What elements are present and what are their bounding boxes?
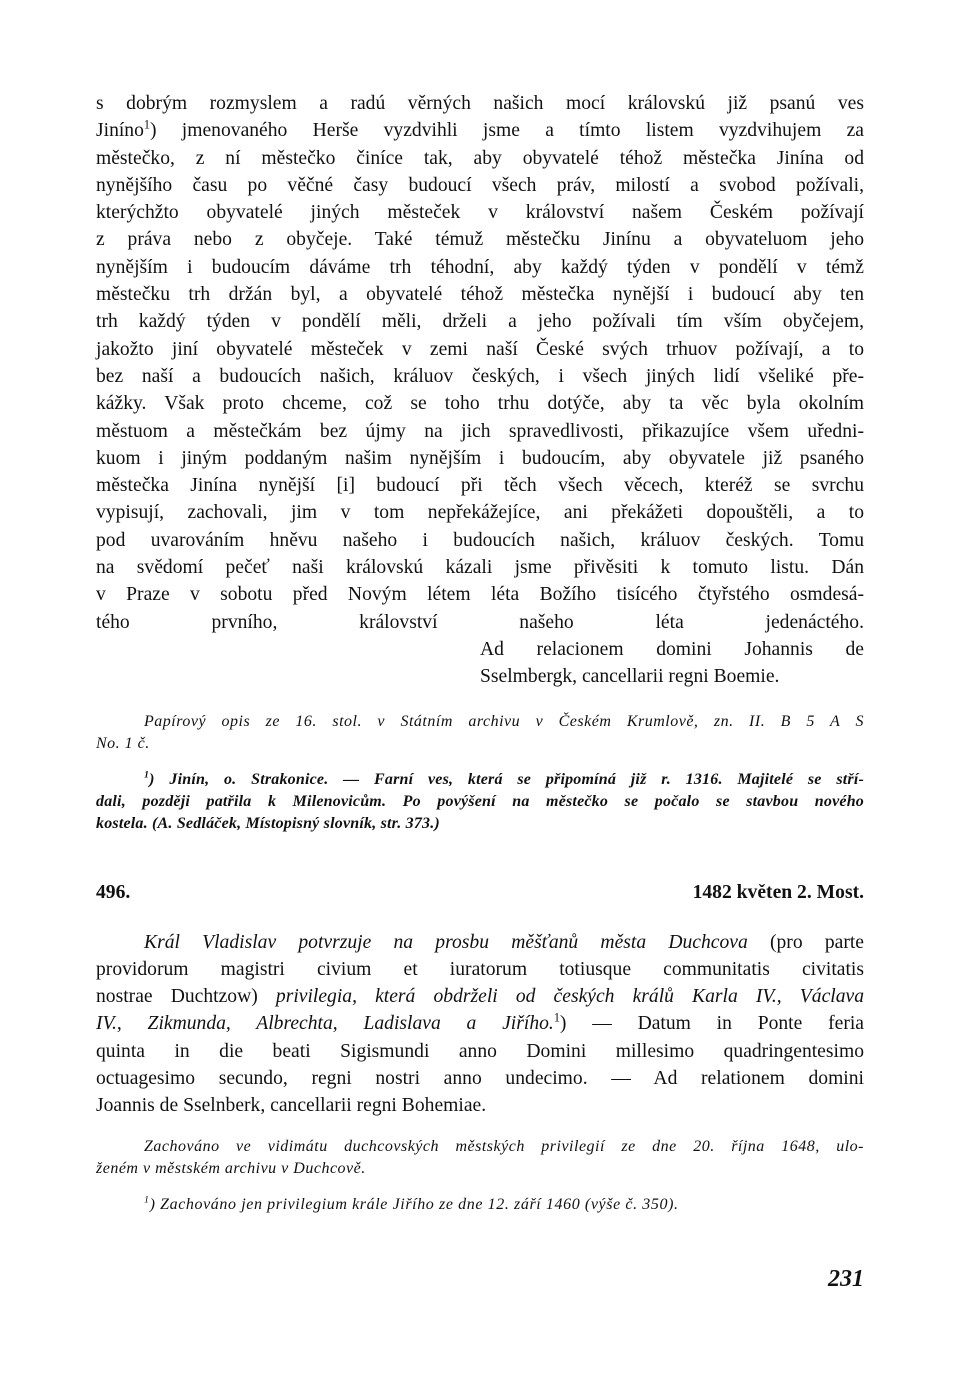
text-line: jakožto jiní obyvatelé městeček v zemi naší České svých trhuov požívají, a to <box>96 338 864 360</box>
document-number: 496. <box>96 881 131 903</box>
text-line: městečku trh držán byl, a obyvatelé téhož městečka nynější i budoucí aby ten <box>96 284 864 306</box>
footnote-ref: 1 <box>553 1010 560 1025</box>
document-page <box>96 90 864 1216</box>
regest-fragment: octuagesimo secundo, regni nostri anno undecimo. — Ad relationem domini <box>96 1068 864 1090</box>
text-line: městuom a městečkám bez újmy na jich spravedlivosti, přikazujíce všem uředni- <box>96 420 864 442</box>
footnote-line: kostela. (A. Sedláček, Místopisný slovník, str. 373.) <box>96 814 440 832</box>
regest-fragment: nostrae Duchtzow) <box>96 986 276 1008</box>
text-line: nynějším i budoucím dáváme trh téhodní, aby každý týden v pondělí v témž <box>96 256 864 278</box>
text-line: s dobrým rozmyslem a radú věrných našich mocí královskú již psanú ves <box>96 93 864 114</box>
section-gap <box>96 835 864 879</box>
signature-line: Ad relacionem domini Johannis de <box>480 638 864 660</box>
regest-line <box>96 1092 864 1119</box>
text-line: městečka Jinína nynější [i] budoucí při těch všech věcech, kteréž se svrchu <box>96 475 864 497</box>
text-line: městečko, z ní městečko činíce tak, aby obyvatelé téhož městečka Jinína od <box>96 147 864 169</box>
source-line: Papírový opis ze 16. stol. v Státním archivu v Českém Krumlově, zn. II. B 5 A S <box>144 712 864 730</box>
footnote-marker: 1 <box>144 769 150 781</box>
regest-fragment: privilegia, která obdrželi od českých králů Karla IV., Václava <box>275 986 864 1008</box>
footnote <box>96 769 864 835</box>
text-line: v Praze v sobotu před Novým létem léta Božího tisícého čtyřstého osmdesá- <box>96 584 864 606</box>
text-line: na svědomí pečeť naši královskú kázali jsme přivěsiti k tomuto listu. Dán <box>96 557 864 579</box>
regest-line <box>96 1065 864 1092</box>
regest-fragment: providorum magistri civium et iuratorum totiusque communitatis civitatis <box>96 958 864 980</box>
text-line: tého prvního, království našeho léta jedenáctého. <box>96 611 864 633</box>
text-line: nynějšího času po věčné časy budoucí všech práv, milostí a svobod požívali, <box>96 174 864 196</box>
text-line: kážky. Však proto chceme, což se toho trhu dotýče, aby ta věc byla okolním <box>96 393 864 415</box>
page-number: 231 <box>828 1266 864 1292</box>
footnote-marker: 1 <box>144 1194 150 1206</box>
text-line: z práva nebo z obyčeje. Také témuž městečku Jinínu a obyvateluom jeho <box>96 229 864 251</box>
main-text <box>96 90 864 691</box>
footnote-2 <box>96 1194 864 1216</box>
text-line: kuom i jiným poddaným našim nynějším i budoucím, aby obyvatele již psaného <box>96 447 864 469</box>
regest-fragment: IV., Zikmunda, Albrechta, Ladislava a Jiřího. <box>96 1013 554 1035</box>
source-line: Zachováno ve vidimátu duchcovských městských privilegií ze dne 20. října 1648, ulo- <box>144 1137 864 1155</box>
text-line: vypisují, zachovali, jim v tom nepřekážejíce, ani překážeti dopouštěli, a to <box>96 502 864 524</box>
source-line: ženém v městském archivu v Duchcově. <box>96 1159 366 1177</box>
text-line: trh každý týden v pondělí měli, drželi a jeho požívali tím vším obyčejem, <box>96 311 864 333</box>
regest-line <box>96 983 864 1010</box>
regest-line <box>96 1010 864 1037</box>
text-line: bez naší a budoucích našich, králuov českých, i všech jiných lidí všeliké pře- <box>96 365 864 387</box>
text-line: pod uvarováním hněvu našeho i budoucích našich, králuov českých. Tomu <box>96 529 864 551</box>
document-header <box>96 879 864 907</box>
footnote-line: dali, později patřila k Milenovicům. Po povýšení na městečko se počalo se stavbou nového <box>96 792 864 810</box>
footnote-ref: 1 <box>143 117 150 132</box>
footnote-text: ) Zachováno jen privilegium krále Jiřího ze dne 12. září 1460 (výše č. 350). <box>149 1195 679 1213</box>
regest-fragment: (pro parte <box>747 931 865 953</box>
signature-line: Sselmbergk, cancellarii regni Boemie. <box>480 666 780 688</box>
regest-fragment: Král Vladislav potvrzuje na prosbu měšťanů města Duchcova <box>144 931 748 953</box>
regest-fragment: quinta in die beati Sigismundi anno Domini millesimo quadringentesimo <box>96 1040 864 1062</box>
footnote-text: ) Jinín, o. Strakonice. — Farní ves, která se připomíná již r. 1316. Majitelé se stří- <box>149 770 864 788</box>
document-date-place: 1482 květen 2. Most. <box>692 881 864 903</box>
text-fragment: ) jmenovaného Herše vyzdvihli jsme a tímto listem vyzdvihujem za <box>149 120 864 142</box>
regest-line <box>96 929 864 956</box>
text-line <box>96 117 864 144</box>
text-fragment: Jiníno <box>96 120 144 142</box>
regest-line <box>96 956 864 983</box>
regest <box>96 929 864 1120</box>
source-note-2 <box>96 1136 864 1180</box>
footnote-line <box>96 769 864 791</box>
source-line: No. 1 č. <box>96 734 150 752</box>
regest-fragment: Joannis de Sselnberk, cancellarii regni Bohemiae. <box>96 1095 487 1117</box>
source-note <box>96 711 864 755</box>
regest-fragment: ) — Datum in Ponte feria <box>559 1013 864 1035</box>
text-line: kterýchžto obyvatelé jiných městeček v království našem Českém požívají <box>96 202 864 224</box>
regest-line <box>96 1038 864 1065</box>
